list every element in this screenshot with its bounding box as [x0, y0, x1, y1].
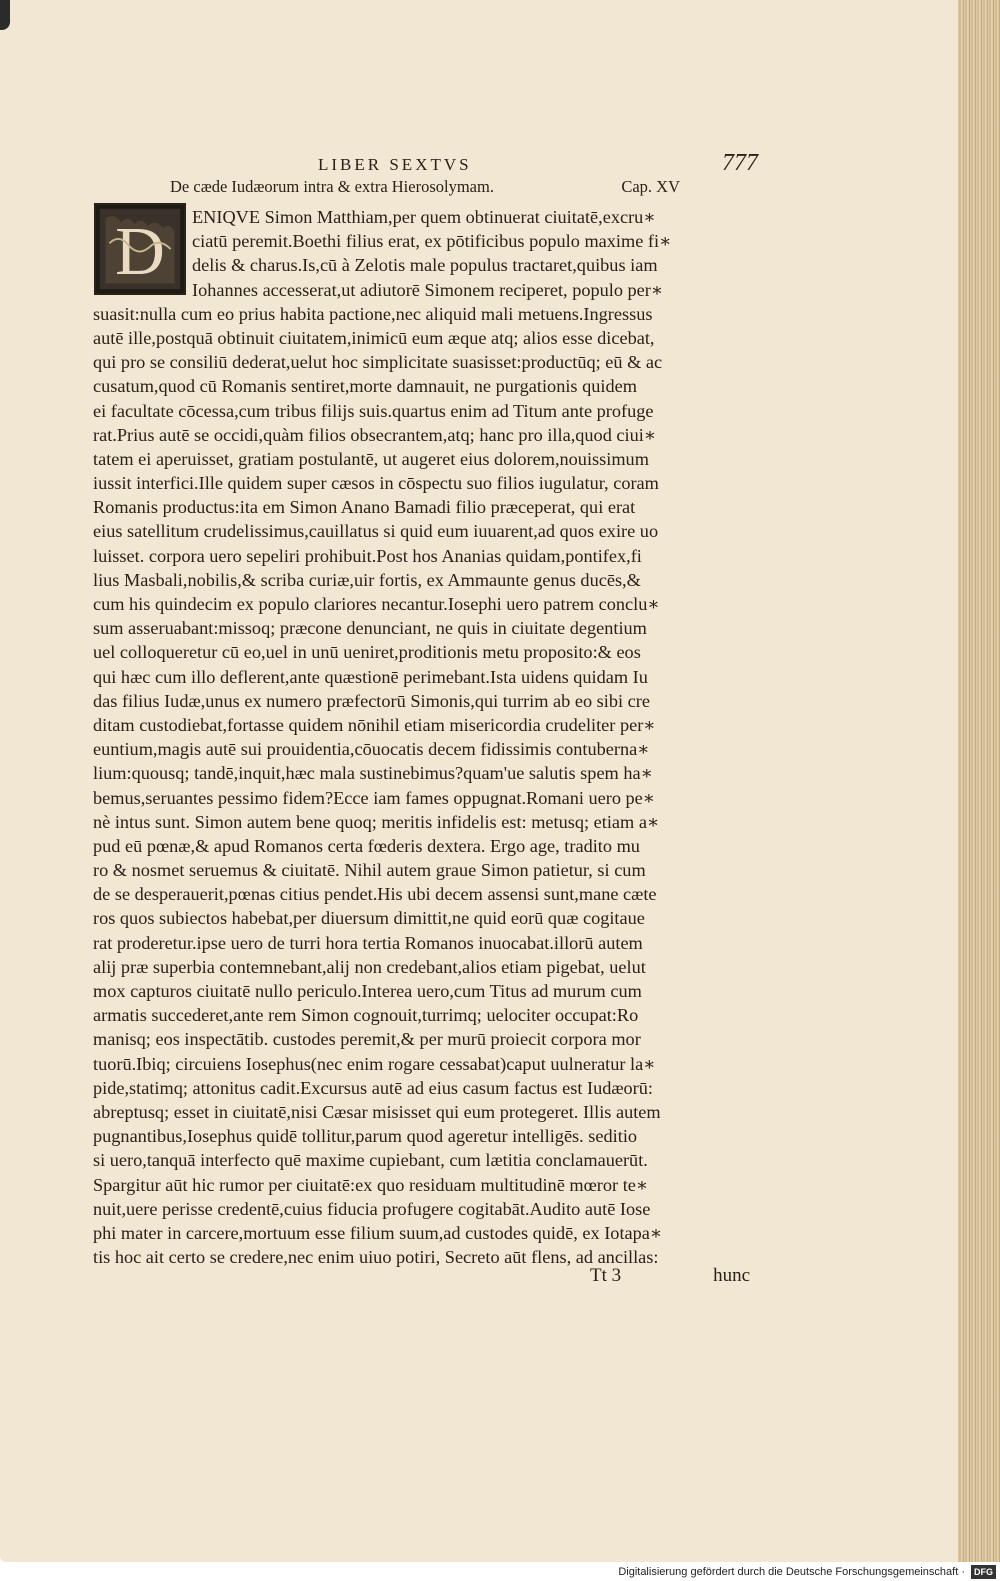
text-line: alij præ superbia contemnebant,alij non credebant,alios etiam pigebat, uelut	[93, 956, 646, 977]
text-line: luisset. corpora uero sepeliri prohibuit.Post hos Ananias quidam,pontifex,fi	[93, 545, 642, 566]
text-line: ciatū peremit.Boethi filius erat, ex pōtificibus populo maxime fi∗	[192, 231, 672, 252]
text-line: pide,statimq; attonitus cadit.Excursus autē ad eius casum factus est Iudæorū:	[93, 1077, 653, 1098]
text-line: tuorū.Ibiq; circuiens Iosephus(nec enim rogare cessabat)caput uulneratur la∗	[93, 1053, 656, 1074]
text-line: pud eū pœnæ,& apud Romanos certa fœderis dextera. Ergo age, tradito mu	[93, 835, 640, 856]
folio-number: 777	[722, 150, 758, 176]
book-title: LIBER SEXTVS	[318, 155, 472, 174]
dfg-logo-icon: DFG	[971, 1565, 996, 1579]
text-line: armatis succederet,ante rem Simon cognouit,turrimq; uelociter occupat:Ro	[93, 1005, 639, 1026]
text-line: iussit interfici.Ille quidem super cæsos in cōspectu suo filios iugulatur, coram	[93, 473, 659, 494]
text-line: rat proderetur.ipse uero de turri hora tertia Romanos inuocabat.illorū autem	[93, 932, 643, 953]
catchword: hunc	[713, 1265, 750, 1286]
text-line: si uero,tanquā interfecto quē maxime cupiebant, cum lætitia conclamauerūt.	[93, 1150, 648, 1171]
text-line: autē ille,postquā obtinuit ciuitatem,inimicū eum æque atq; alios esse dicebat,	[93, 327, 655, 348]
text-line: lium:quousq; tandē,inquit,hæc mala sustinebimus?quam'ue salutis spem ha∗	[93, 763, 654, 784]
text-line: ENIQVE Simon Matthiam,per quem obtinuerat ciuitatē,excru∗	[192, 207, 656, 227]
corner-shadow	[0, 0, 10, 30]
text-line: abreptusq; esset in ciuitatē,nisi Cæsar misisset qui eum protegeret. Illis autem	[93, 1101, 661, 1122]
text-line: das filius Iudæ,unus ex numero præfectorū Simonis,qui turrim ab eo sibi cre	[93, 690, 650, 711]
text-line: uel colloqueretur cū eo,uel in unū ueniret,proditionis metu proposito:& eos	[93, 642, 641, 663]
text-line: nuit,uere perisse credentē,cuius fiducia profugere cogitabāt.Audito autē Iose	[93, 1198, 651, 1219]
signature-mark: Tt 3	[590, 1265, 622, 1286]
text-line: euntium,magis autē sui prouidentia,cōuocatis decem fidissimis contuberna∗	[93, 739, 650, 760]
text-line: ro & nosmet seruemus & ciuitatē. Nihil autem graue Simon patietur, si cum	[93, 860, 646, 881]
initial-letter: D	[115, 212, 165, 289]
running-head	[318, 150, 758, 177]
digitization-footer	[0, 1562, 1000, 1581]
text-line: nè intus sunt. Simon autem bene quoq; meritis infidelis est: metusq; etiam a∗	[93, 811, 660, 832]
page-edges	[958, 0, 1000, 1562]
text-line: tis hoc ait certo se credere,nec enim uiuo potiri, Secreto aūt flens, ad ancillas:	[93, 1247, 659, 1268]
text-line: Romanis productus:ita em Simon Anano Bamadi filio præceperat, qui erat	[93, 497, 636, 518]
footer-credit: Digitalisierung gefördert durch die Deutsche Forschungsgemeinschaft ·	[618, 1565, 965, 1578]
text-line: phi mater in carcere,mortuum esse filium suum,ad custodes quidē, ex Iotapa∗	[93, 1222, 663, 1243]
body-text	[93, 205, 753, 1269]
text-line: rat.Prius autē se occidi,quàm filios obsecrantem,atq; hanc pro illa,quod ciui∗	[93, 424, 657, 445]
text-line: de se desperauerit,pœnas citius pendet.His ubi decem assensi sunt,mane cæte	[93, 884, 657, 905]
text-line: qui pro se consiliū dederat,uelut hoc simplicitate suasisset:productūq; eū & ac	[93, 352, 663, 373]
text-line: ei facultate cōcessa,cum tribus filijs suis.quartus enim ad Titum ante profuge	[93, 400, 654, 421]
text-line: sum asseruabant:missoq; præcone denunciant, ne quis in ciuitate degentium	[93, 618, 647, 639]
text-line: tatem ei aperuisset, gratiam postulantē, ut augeret eius dolorem,nouissimum	[93, 448, 649, 469]
text-line: eius satellitum crudelissimus,cauillatus si quid eum iuuarent,ad quos exire uo	[93, 521, 659, 542]
chapter-heading	[170, 177, 740, 197]
text-line: delis & charus.Is,cū à Zelotis male populus tractaret,quibus iam	[192, 255, 658, 276]
text-line: lius Masbali,nobilis,& scriba curiæ,uir fortis, ex Ammaunte genus ducēs,&	[93, 569, 641, 590]
text-line: cusatum,quod cū Romanis sentiret,morte damnauit, ne purgationis quidem	[93, 376, 637, 397]
text-line: bemus,seruantes pessimo fidem?Ecce iam fames oppugnat.Romani uero pe∗	[93, 787, 656, 808]
text-line: manisq; eos inspectātib. custodes peremit,& per murū proiecit corpora mor	[93, 1029, 641, 1050]
text-line: pugnantibus,Iosephus quidē tollitur,parum quod ageretur intelligēs. seditio	[93, 1126, 638, 1147]
text-line: ditam custodiebat,fortasse quidem nōnihil etiam misericordia crudeliter per∗	[93, 714, 656, 735]
text-line: mox capturos ciuitatē nullo periculo.Interea uero,cum Titus ad murum cum	[93, 981, 642, 1001]
text-line: suasit:nulla cum eo prius habita pactione,nec aliquid mali metuens.Ingressus	[93, 303, 653, 324]
text-line: Iohannes accesserat,ut adiutorē Simonem reciperet, populo per∗	[192, 279, 664, 300]
catchline	[590, 1265, 750, 1287]
text-line: cum his quindecim ex populo clariores necantur.Iosephi uero patrem conclu∗	[93, 594, 660, 614]
text-line: Spargitur aūt hic rumor per ciuitatē:ex quo residuam multitudinē mœror te∗	[93, 1174, 649, 1195]
text-line: ros quos subiectos habebat,per diuersum dimittit,ne quid eorū quæ cogitaue	[93, 908, 645, 929]
text-line: qui hæc cum illo deflerent,ante quæstionē perimebant.Ista uidens quidam Iu	[93, 666, 648, 687]
chapter-title: De cæde Iudæorum intra & extra Hierosolymam.	[170, 177, 494, 196]
chapter-number: Cap. XV	[621, 177, 680, 196]
